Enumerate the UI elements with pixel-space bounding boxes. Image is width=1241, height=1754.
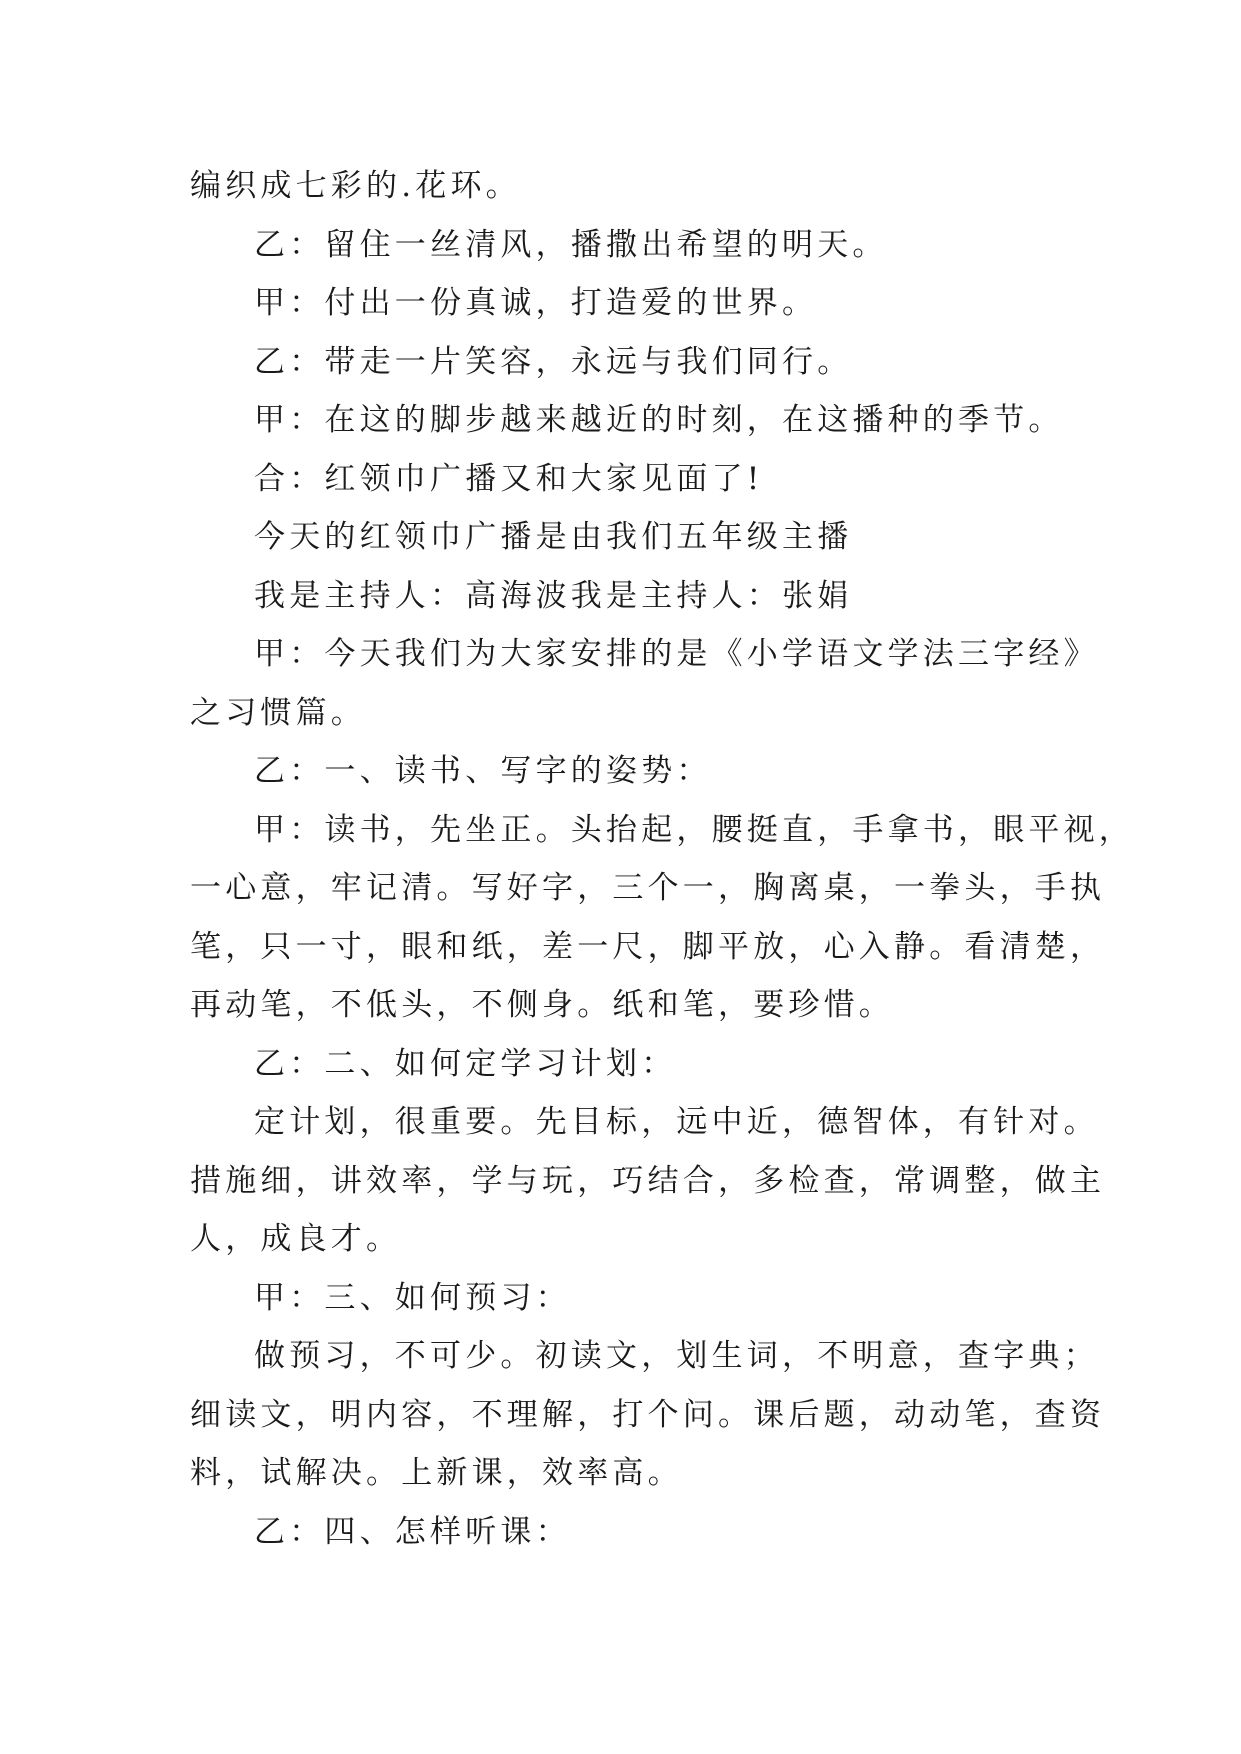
paragraph — [190, 1327, 1106, 1503]
paragraph-line: 人，成良才。 — [190, 1221, 402, 1257]
paragraph-line: 措施细，讲效率，学与玩，巧结合，多检查，常调整，做主 — [190, 1162, 1106, 1199]
paragraph: 乙：四、怎样听课： — [254, 1513, 571, 1550]
paragraph-line: 甲：读书，先坐正。头抬起，腰挺直，手拿书，眼平视， — [254, 811, 1134, 848]
paragraph: 乙：二、如何定学习计划： — [254, 1045, 677, 1082]
paragraph-line: 再动笔，不低头，不侧身。纸和笔，要珍惜。 — [190, 987, 894, 1023]
paragraph-line: 笔，只一寸，眼和纸，差一尺，脚平放，心入静。看清楚， — [190, 928, 1106, 965]
paragraph — [190, 1093, 1106, 1269]
document-body — [190, 157, 1134, 1561]
paragraph: 乙：一、读书、写字的姿势： — [254, 753, 712, 789]
paragraph: 乙：带走一片笑容，永远与我们同行。 — [254, 343, 853, 380]
paragraph: 甲：在这的脚步越来越近的时刻，在这播种的季节。 — [254, 402, 1064, 438]
paragraph — [190, 625, 1099, 742]
paragraph — [190, 801, 1134, 1035]
paragraph: 甲：付出一份真诚，打造爱的世界。 — [254, 285, 818, 321]
paragraph-line: 定计划，很重要。先目标，远中近，德智体，有针对。 — [254, 1104, 1099, 1140]
paragraph-line: 之习惯篇。 — [190, 694, 366, 731]
paragraph: 合：红领巾广播又和大家见面了! — [254, 460, 764, 497]
paragraph: 乙：留住一丝清风，播撒出希望的明天。 — [254, 226, 888, 263]
paragraph-line: 料，试解决。上新课，效率高。 — [190, 1455, 683, 1491]
paragraph-line: 一心意，牢记清。写好字，三个一，胸离桌，一拳头，手执 — [190, 870, 1106, 906]
paragraph-line: 做预习，不可少。初读文，划生词，不明意，查字典； — [254, 1338, 1099, 1374]
paragraph: 今天的红领巾广播是由我们五年级主播 — [254, 519, 853, 555]
paragraph: 甲：三、如何预习： — [254, 1279, 571, 1316]
paragraph-line: 甲：今天我们为大家安排的是《小学语文学法三字经》 — [254, 636, 1099, 672]
paragraph-line: 细读文，明内容，不理解，打个问。课后题，动动笔，查资 — [190, 1396, 1106, 1433]
paragraph: 编织成七彩的.花环。 — [190, 168, 521, 204]
paragraph: 我是主持人：高海波我是主持人：张娟 — [254, 577, 853, 614]
